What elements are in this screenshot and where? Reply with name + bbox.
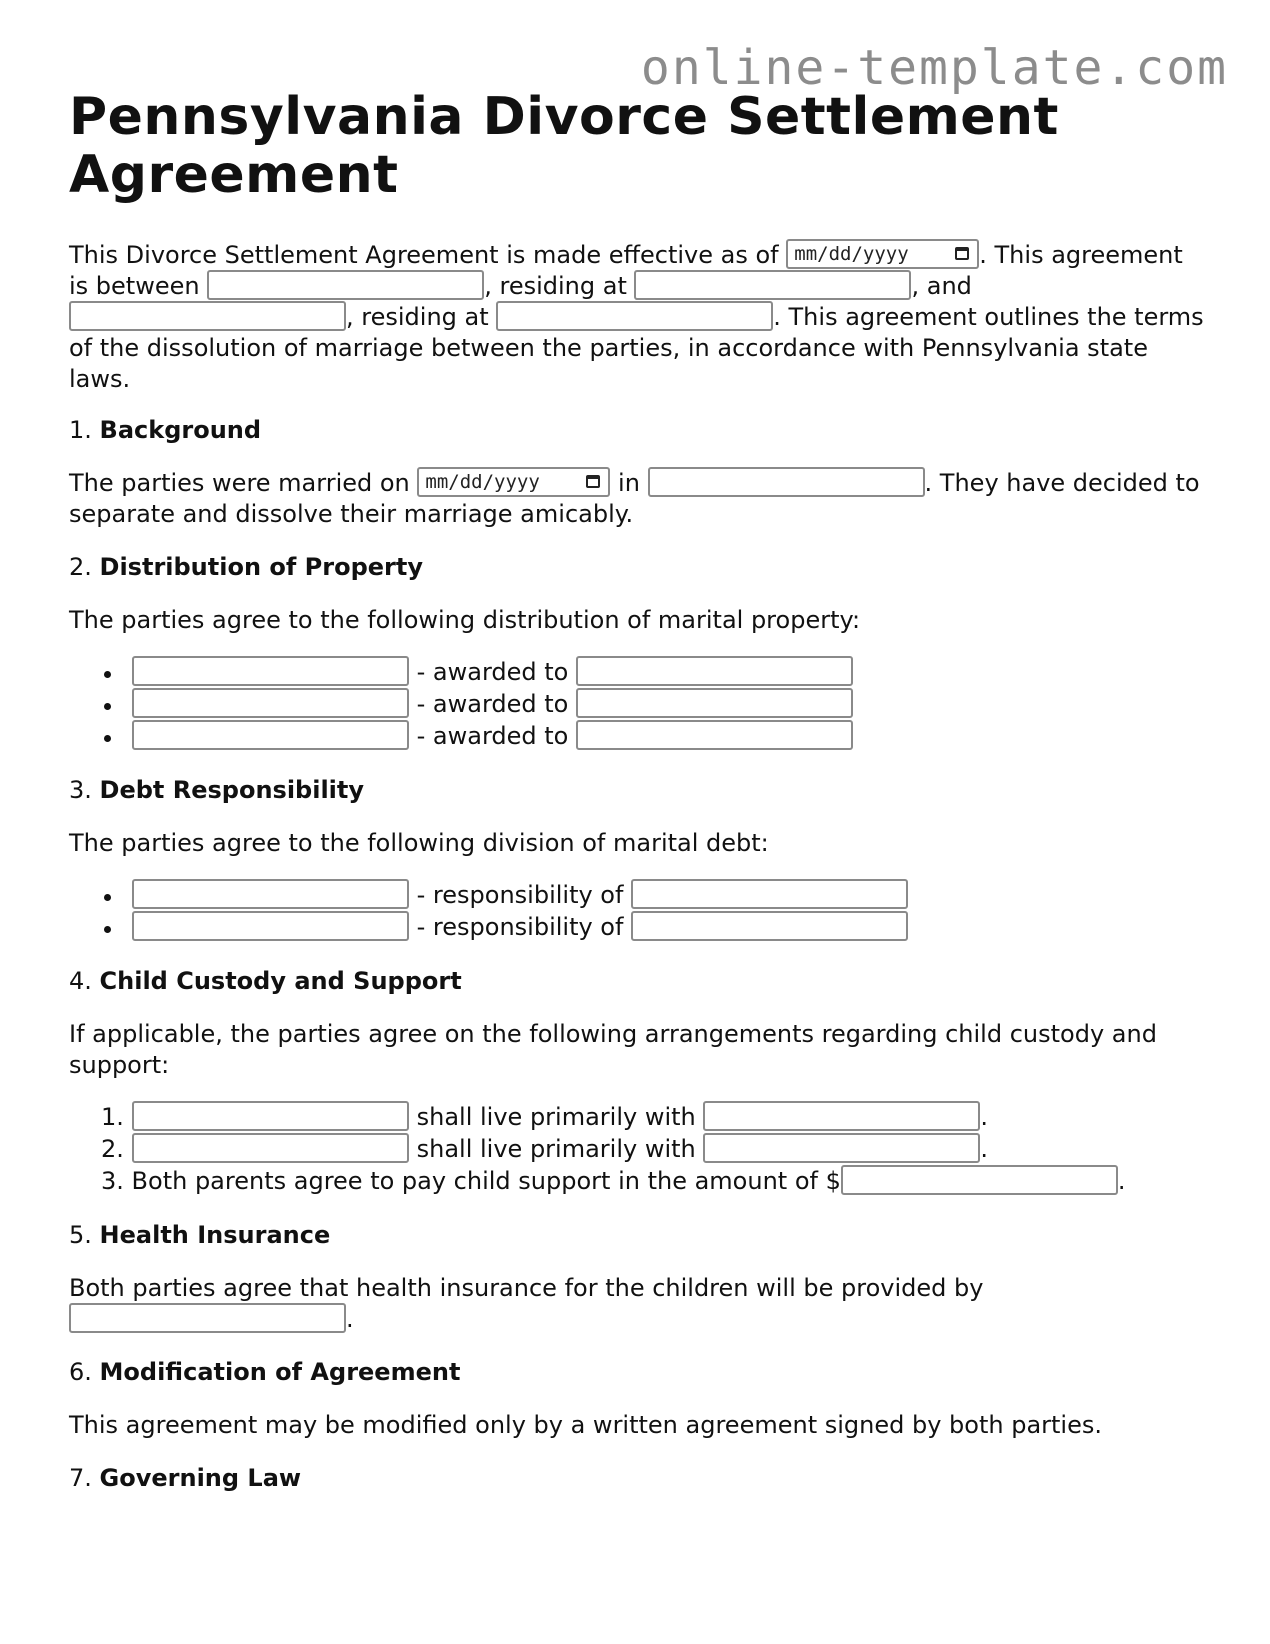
watermark: online-template.com <box>640 40 1228 96</box>
property-list <box>69 657 1209 753</box>
list-item: - responsibility of <box>69 880 1209 912</box>
section-2-heading: 2. Distribution of Property <box>69 553 424 581</box>
property-awardee-field[interactable] <box>576 656 853 686</box>
section-7-heading: 7. Governing Law <box>69 1464 302 1492</box>
intro-paragraph: This Divorce Settlement Agreement is made effective as of mm/dd/yyyy . This agreement is between , residing at , and , residing at . This agreement outlines the terms of the dissolution of marriage between the parties, in accordance with Pennsylvania state laws. <box>69 241 1204 393</box>
list-item: 3. Both parents agree to pay child support in the amount of $ . <box>101 1167 1126 1195</box>
section-3-heading: 3. Debt Responsibility <box>69 776 365 804</box>
section-4-body: If applicable, the parties agree on the following arrangements regarding child custody and support: <box>69 1020 1157 1079</box>
effective-date-input[interactable]: mm/dd/yyyy <box>786 239 979 269</box>
list-item: - awarded to <box>69 689 1209 721</box>
section-5-heading: 5. Health Insurance <box>69 1221 331 1249</box>
property-item-field[interactable] <box>132 688 409 718</box>
child-support-amount-field[interactable] <box>841 1165 1118 1195</box>
child-name-field[interactable] <box>132 1101 409 1131</box>
marriage-date-input[interactable]: mm/dd/yyyy <box>417 467 610 497</box>
list-item: - responsibility of <box>69 912 1209 944</box>
section-6-heading: 6. Modification of Agreement <box>69 1358 461 1386</box>
section-5-body: Both parties agree that health insurance for the children will be provided by . <box>69 1274 984 1333</box>
debt-item-field[interactable] <box>132 911 409 941</box>
custodian-field[interactable] <box>703 1101 980 1131</box>
section-6-body: This agreement may be modified only by a written agreement signed by both parties. <box>69 1411 1102 1439</box>
section-4-heading: 4. Child Custody and Support <box>69 967 462 995</box>
marriage-location-field[interactable] <box>648 467 925 497</box>
insurance-provider-field[interactable] <box>69 1303 346 1333</box>
property-item-field[interactable] <box>132 656 409 686</box>
child-name-field[interactable] <box>132 1133 409 1163</box>
section-3-body: The parties agree to the following division of marital debt: <box>69 829 769 857</box>
party1-name-field[interactable] <box>207 270 484 300</box>
list-item: 1. shall live primarily with . <box>101 1103 989 1131</box>
debt-item-field[interactable] <box>132 879 409 909</box>
debt-list <box>69 880 1209 944</box>
list-item: 2. shall live primarily with . <box>101 1135 989 1163</box>
property-awardee-field[interactable] <box>576 688 853 718</box>
page-title: Pennsylvania Divorce Settlement Agreement <box>69 87 1059 205</box>
section-2-body: The parties agree to the following distribution of marital property: <box>69 606 861 634</box>
party2-address-field[interactable] <box>496 301 773 331</box>
section-1-heading: 1. Background <box>69 416 262 444</box>
section-1-body: The parties were married on mm/dd/yyyy in . They have decided to separate and dissolve their marriage amicably. <box>69 469 1200 528</box>
property-awardee-field[interactable] <box>576 720 853 750</box>
document-page <box>69 88 1209 1494</box>
property-item-field[interactable] <box>132 720 409 750</box>
custody-list <box>69 1102 1209 1198</box>
list-item: - awarded to <box>69 657 1209 689</box>
debt-responsible-field[interactable] <box>631 911 908 941</box>
calendar-icon[interactable] <box>586 475 600 488</box>
custodian-field[interactable] <box>703 1133 980 1163</box>
debt-responsible-field[interactable] <box>631 879 908 909</box>
party2-name-field[interactable] <box>69 301 346 331</box>
calendar-icon[interactable] <box>955 247 969 260</box>
party1-address-field[interactable] <box>634 270 911 300</box>
list-item: - awarded to <box>69 721 1209 753</box>
